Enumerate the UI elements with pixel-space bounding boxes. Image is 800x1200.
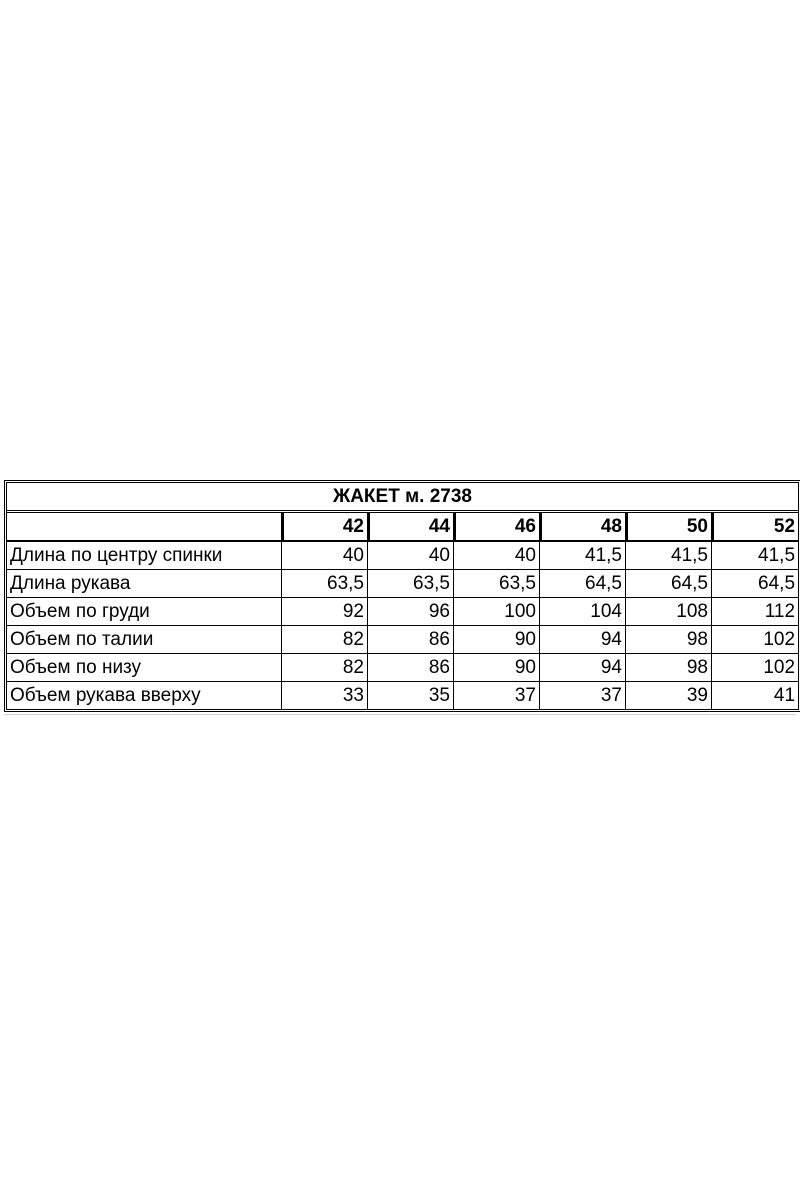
table-cell: 63,5 xyxy=(454,570,540,598)
size-chart xyxy=(4,480,796,712)
title-row xyxy=(7,483,798,513)
table-cell: 86 xyxy=(368,654,454,682)
table-cell: 41,5 xyxy=(540,542,626,570)
table-cell: 112 xyxy=(712,598,798,626)
table-row xyxy=(7,570,798,598)
table-cell: 37 xyxy=(540,682,626,709)
table-cell: 64,5 xyxy=(540,570,626,598)
table-cell: 100 xyxy=(454,598,540,626)
table-cell: 90 xyxy=(454,654,540,682)
size-header-52: 52 xyxy=(712,513,798,542)
size-table xyxy=(4,480,800,712)
table-cell: 86 xyxy=(368,626,454,654)
table-title: ЖАКЕТ м. 2738 xyxy=(7,483,798,513)
row-label: Объем по талии xyxy=(7,626,282,654)
table-cell: 40 xyxy=(282,542,368,570)
table-cell: 98 xyxy=(626,626,712,654)
table-cell: 94 xyxy=(540,654,626,682)
table-cell: 98 xyxy=(626,654,712,682)
row-label: Объем по груди xyxy=(7,598,282,626)
table-cell: 90 xyxy=(454,626,540,654)
table-cell: 33 xyxy=(282,682,368,709)
size-header-46: 46 xyxy=(454,513,540,542)
table-cell: 108 xyxy=(626,598,712,626)
table-cell: 41,5 xyxy=(626,542,712,570)
table-cell: 63,5 xyxy=(282,570,368,598)
table-cell: 64,5 xyxy=(626,570,712,598)
row-label: Длина рукава xyxy=(7,570,282,598)
table-cell: 82 xyxy=(282,654,368,682)
table-cell: 37 xyxy=(454,682,540,709)
table-cell: 40 xyxy=(368,542,454,570)
table-cell: 94 xyxy=(540,626,626,654)
table-row xyxy=(7,542,798,570)
table-cell: 82 xyxy=(282,626,368,654)
table-cell: 64,5 xyxy=(712,570,798,598)
table-cell: 39 xyxy=(626,682,712,709)
size-header-row xyxy=(7,513,798,542)
size-header-50: 50 xyxy=(626,513,712,542)
table-cell: 40 xyxy=(454,542,540,570)
row-label: Объем по низу xyxy=(7,654,282,682)
table-cell: 102 xyxy=(712,654,798,682)
size-header-44: 44 xyxy=(368,513,454,542)
table-cell: 102 xyxy=(712,626,798,654)
corner-cell xyxy=(7,513,282,542)
table-cell: 41,5 xyxy=(712,542,798,570)
size-header-48: 48 xyxy=(540,513,626,542)
table-row xyxy=(7,654,798,682)
table-row xyxy=(7,682,798,709)
row-label: Длина по центру спинки xyxy=(7,542,282,570)
table-cell: 35 xyxy=(368,682,454,709)
table-cell: 92 xyxy=(282,598,368,626)
row-label: Объем рукава вверху xyxy=(7,682,282,709)
table-cell: 41 xyxy=(773,685,796,706)
table-cell: 104 xyxy=(540,598,626,626)
table-row xyxy=(7,598,798,626)
table-cell: 96 xyxy=(368,598,454,626)
size-header-42: 42 xyxy=(282,513,368,542)
table-cell: 63,5 xyxy=(368,570,454,598)
table-row xyxy=(7,626,798,654)
divider xyxy=(4,714,796,715)
